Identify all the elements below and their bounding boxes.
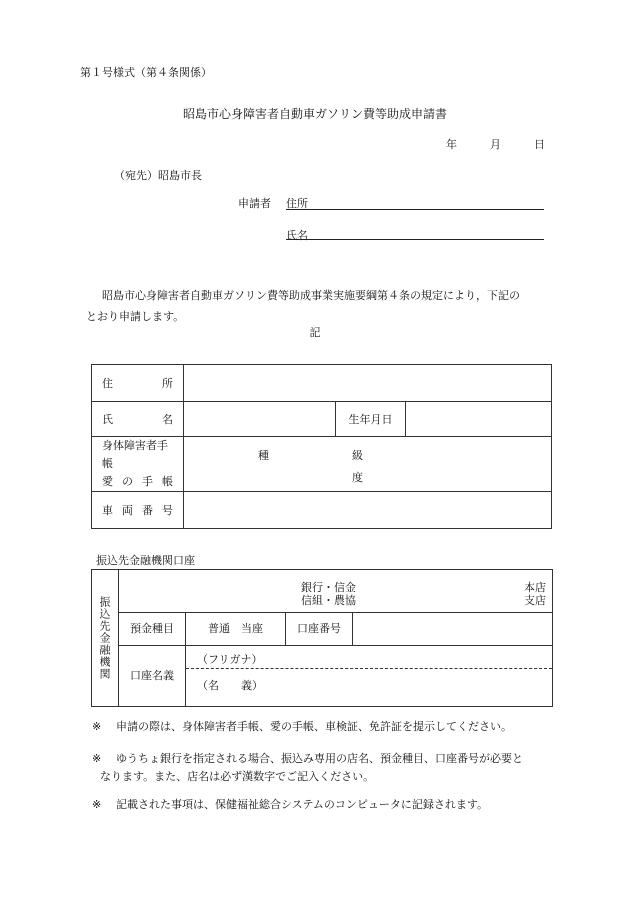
degree-label: 度 <box>352 471 363 484</box>
date-line <box>446 136 545 152</box>
date-month: 月 <box>490 138 501 151</box>
branch-2: 支店 <box>524 594 546 607</box>
applicant-table <box>91 364 552 529</box>
deposit-types[interactable]: 普通 当座 <box>186 613 286 645</box>
bank-types-2: 信組・農協 <box>301 594 356 607</box>
note-3: ※ 記載された事項は、保健福祉総合システムのコンピュータに記録されます。 <box>92 798 489 811</box>
body-line-2: とおり申請します。 <box>86 310 185 323</box>
bank-vertical-label: 振込先金融機関 <box>98 596 111 680</box>
grade-label: 級 <box>352 449 363 462</box>
form-number: 第１号様式（第４条関係） <box>80 66 212 79</box>
bank-vertical-cell <box>92 570 119 706</box>
date-day: 日 <box>534 138 545 151</box>
note-2: ※ ゆうちょ銀行を指定される場合、振込み専用の店名、預金種目、口座番号が必要と なります。また、店名は必ず漢数字でご記入ください。 <box>92 752 523 783</box>
name-line[interactable] <box>286 239 544 240</box>
cell-vehicle-value[interactable] <box>184 492 552 529</box>
deposit-row <box>119 613 552 646</box>
addressee: （宛先）昭島市長 <box>114 169 202 182</box>
cell-handbook-value[interactable] <box>184 437 552 492</box>
date-year: 年 <box>446 138 457 151</box>
body-line-1: 昭島市心身障害者自動車ガソリン費等助成事業実施要綱第４条の規定により，下記の <box>102 289 520 302</box>
kind-label: 種 <box>258 449 269 462</box>
account-name-row <box>119 646 552 706</box>
ki-label: 記 <box>309 326 321 339</box>
name-label: 氏名 <box>286 229 308 242</box>
account-number-value[interactable] <box>353 613 552 645</box>
cell-vehicle-label: 車 両 番 号 <box>102 504 173 517</box>
row-address <box>92 365 552 402</box>
bank-section-title: 振込先金融機関口座 <box>96 554 195 567</box>
cell-birthdate-label: 生年月日 <box>336 402 406 437</box>
cell-address-value[interactable] <box>184 365 552 402</box>
cell-name-value[interactable] <box>184 402 336 437</box>
page-title: 昭島市心身障害者自動車ガソリン費等助成申請書 <box>182 107 447 121</box>
row-name <box>92 402 552 437</box>
account-number-label: 口座番号 <box>286 613 353 645</box>
row-handbook <box>92 437 552 492</box>
cell-birthdate-value[interactable] <box>406 402 552 437</box>
row-vehicle <box>92 492 552 529</box>
account-name-label: 口座名義 <box>119 646 186 706</box>
applicant-label: 申請者 <box>238 197 271 210</box>
bank-name-row[interactable] <box>119 570 552 613</box>
cell-address-label: 住 所 <box>102 377 173 390</box>
cell-name-label: 氏 名 <box>102 413 173 426</box>
deposit-type-label: 預金種目 <box>119 613 186 645</box>
handbook-ai-label: 愛 の 手 帳 <box>102 475 173 488</box>
address-line[interactable] <box>286 209 544 210</box>
bank-types-1: 銀行・信金 <box>301 581 356 594</box>
meigi-label: （名 義） <box>197 679 263 692</box>
furigana-divider <box>186 668 552 669</box>
branch-1: 本店 <box>524 581 546 594</box>
note-1: ※ 申請の際は、身体障害者手帳、愛の手帳、車検証、免許証を提示してください。 <box>92 720 512 733</box>
address-label: 住所 <box>286 197 308 210</box>
bank-table <box>91 569 553 707</box>
handbook-physical-label: 身体障害者手帳 <box>102 439 168 470</box>
furigana-label: （フリガナ） <box>197 653 263 666</box>
